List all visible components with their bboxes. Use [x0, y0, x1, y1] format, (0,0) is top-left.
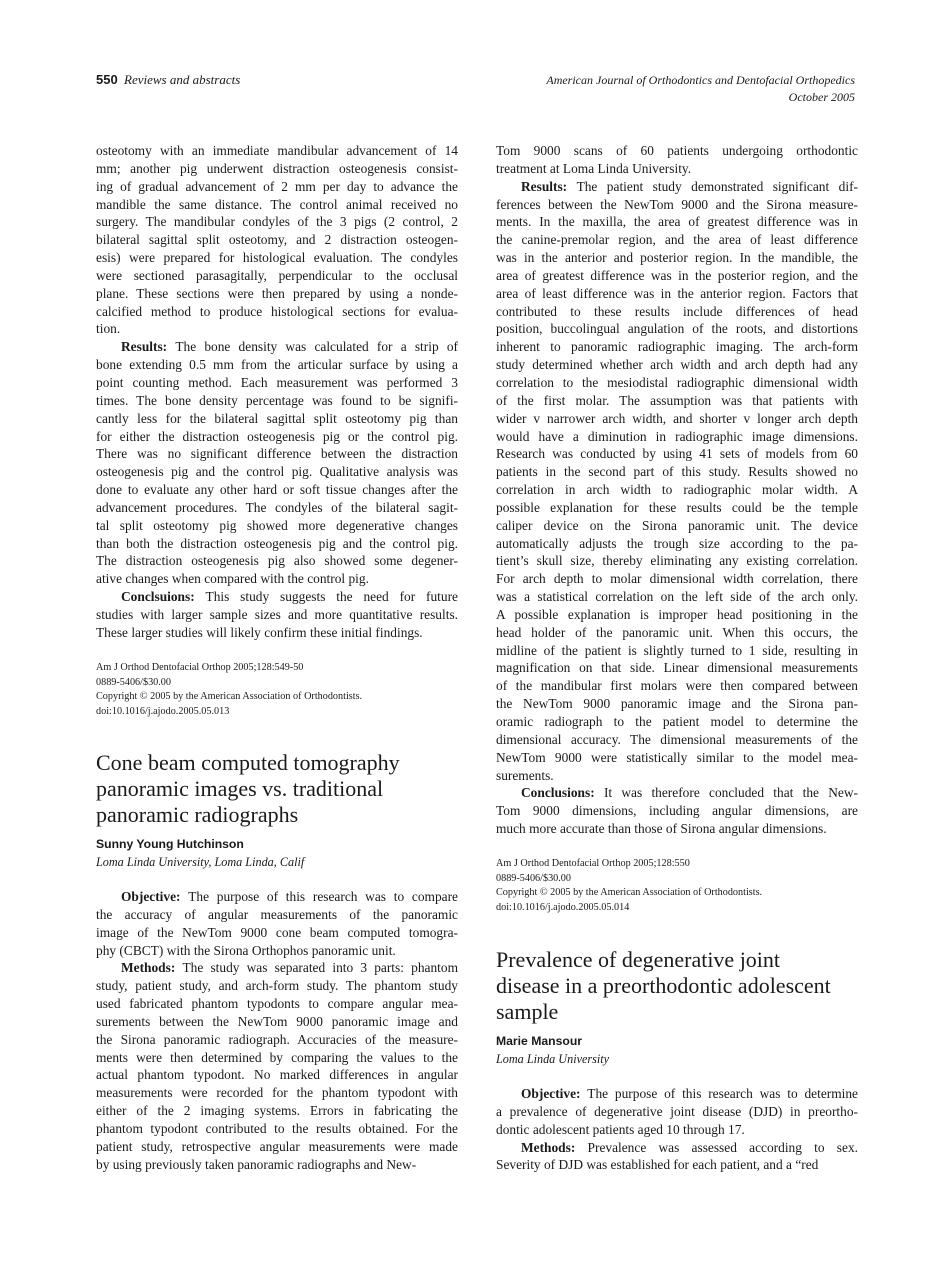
text-line: Methods: Prevalence was assessed according to sex.: [521, 1139, 858, 1155]
citation-line: Copyright © 2005 by the American Association of Orthodontists.: [96, 691, 363, 702]
text-line: area of greatest difference was in the posterior region, and the: [496, 267, 858, 283]
text-line: Methods: The study was separated into 3 parts: phantom: [121, 960, 458, 976]
text-line: correlation to the mesiodistal radiographic dimensional width: [496, 374, 858, 390]
text-line: image of the NewTom 9000 cone beam computed tomogra-: [96, 924, 458, 940]
text-line: advancement procedures. The condyles of the bilateral sagit-: [96, 499, 458, 515]
text-line: study, patient study, and arch-form study. The phantom study: [96, 978, 458, 994]
title-line: disease in a preorthodontic adolescent: [496, 973, 831, 998]
text-line: surgery. The mandibular condyles of the 3 pigs (2 control, 2: [96, 214, 458, 230]
citation-line: Am J Orthod Dentofacial Orthop 2005;128:549-50: [96, 662, 304, 673]
author-affiliation: Loma Linda University: [496, 1052, 610, 1066]
objective-paragraph: [96, 888, 458, 959]
text-line: The distraction osteogenesis pig also showed some degener-: [96, 553, 458, 569]
doi-link[interactable]: doi:10.1016/j.ajodo.2005.05.014: [496, 901, 630, 913]
text-line: There was no significant difference between the distraction: [96, 446, 458, 462]
text-line: ments. In the maxilla, the area of greatest difference was in: [496, 214, 858, 230]
text-line: a prevalence of degenerative joint disease (DJD) in preortho-: [496, 1103, 858, 1119]
text-line: patients in the second part of this study. Results showed no: [496, 464, 858, 480]
text-line: the accuracy of angular measurements of the panoramic: [96, 906, 458, 922]
text-line: midline of the patient is slightly turned to 1 side, resulting in: [496, 642, 858, 658]
text-line: For arch depth to molar dimensional width correlation, there: [496, 571, 858, 587]
text-line: automatically adjusts the trough size according to the pa-: [496, 535, 858, 551]
text-line: ing of gradual advancement of 2 mm per day to advance the: [96, 178, 458, 194]
text-line: point counting method. Each measurement was performed 3: [96, 374, 458, 390]
article-title: [496, 947, 858, 1025]
text-line: caliper device on the Sirona panoramic unit. The device: [496, 517, 858, 533]
text-line: of the first molar. The assumption was that patients with: [496, 392, 858, 408]
text-line: Objective: The purpose of this research was to determine: [521, 1086, 858, 1101]
text-line: surements between the NewTom 9000 panoramic image and: [96, 1013, 458, 1029]
text-line: phy (CBCT) with the Sirona Orthophos panoramic unit.: [96, 942, 396, 958]
journal-title: American Journal of Orthodontics and Dentofacial Orthopedics: [546, 73, 855, 87]
text-line: Objective: The purpose of this research was to compare: [121, 889, 458, 904]
results-paragraph: [96, 338, 458, 588]
doi-link[interactable]: doi:10.1016/j.ajodo.2005.05.013: [96, 705, 230, 717]
text-line: used fabricated phantom typodonts to compare angular mea-: [96, 996, 458, 1012]
text-line: tion.: [96, 321, 121, 337]
text-line: by using previously taken panoramic radiographs and New-: [96, 1156, 417, 1172]
section-label: Conclusions:: [521, 785, 604, 801]
conclusions-paragraph: [96, 588, 458, 642]
text-line: much more accurate than those of Sirona angular dimensions.: [496, 821, 827, 837]
title-line: panoramic radiographs: [96, 802, 299, 827]
text-line: bone extending 0.5 mm from the articular surface by using a: [96, 357, 458, 373]
section-label: Objective:: [521, 1086, 588, 1101]
section-name: Reviews and abstracts: [124, 72, 241, 87]
text-line: A possible explanation is improper head positioning in the: [496, 606, 858, 622]
objective-paragraph: [496, 1085, 858, 1139]
section-label: Results:: [121, 339, 176, 355]
text-line: was a statistical correlation on the left side of the arch only.: [496, 589, 858, 605]
section-label: Results:: [521, 178, 577, 194]
text-line: plane. These sections were then prepared by using a nonde-: [96, 285, 458, 301]
text-line: either of the 2 imaging systems. Errors in fabricating the: [96, 1103, 458, 1119]
text-line: Results: The patient study demonstrated significant dif-: [521, 178, 858, 194]
text-line: contributed to these results include differences of head: [496, 303, 858, 319]
text-line: wider v narrower arch width, and shorter v longer arch depth: [496, 410, 858, 426]
methods-paragraph: [496, 1139, 858, 1175]
author-affiliation: Loma Linda University, Loma Linda, Calif: [96, 855, 305, 869]
text-line: times. The bone density percentage was found to be signifi-: [96, 392, 458, 408]
text-line: was in the anterior and posterior region. In the mandible, the: [496, 250, 858, 266]
text-line: Research was conducted by using 41 sets of models from 60: [496, 446, 858, 462]
citation-block-2: [496, 857, 858, 915]
article-body-2: [496, 1085, 858, 1174]
text-line: area of least difference was in the anterior region. Factors that: [496, 285, 858, 301]
text-line: osteotomy with an immediate mandibular advancement of 14: [96, 143, 458, 158]
text-line: Results: The bone density was calculated for a strip of: [121, 339, 458, 355]
text-line: than both the distraction osteogenesis pig and the control pig.: [96, 535, 458, 551]
article-header-1: [96, 750, 458, 870]
text-line: dimensional accuracy. The dimensional measurements of the: [496, 731, 858, 747]
citation-line: Copyright © 2005 by the American Association of Orthodontists.: [496, 887, 763, 898]
title-line: panoramic images vs. traditional: [96, 776, 384, 801]
text-line: inherent to panoramic radiographic imaging. The arch-form: [496, 339, 858, 355]
text-line: NewTom 9000 were statistically similar to the model mea-: [496, 749, 858, 765]
issue-date: October 2005: [788, 90, 855, 104]
text-line: actual phantom typodont. No marked differences in angular: [96, 1067, 458, 1083]
text-line: phantom typodont contributed to the results obtained. For the: [96, 1120, 458, 1136]
continued-paragraph: [96, 142, 458, 338]
methods-paragraph: [96, 959, 458, 1173]
text-line: cantly less for the bilateral sagittal split osteotomy pig than: [96, 410, 458, 426]
text-line: These larger studies will likely confirm these initial findings.: [96, 624, 423, 640]
citation-block-1: [96, 661, 458, 719]
text-line: mandible the same distance. The control animal received no: [96, 196, 458, 212]
text-line: dontic adolescent patients aged 10 through 17.: [496, 1121, 745, 1137]
text-line: ferences between the NewTom 9000 and the Sirona measure-: [496, 196, 858, 212]
author-name: Marie Mansour: [496, 1034, 583, 1048]
text-line: study determined whether arch width and arch depth had any: [496, 357, 858, 373]
methods-continued-paragraph: [496, 142, 858, 178]
text-line: the Sirona panoramic radiograph. Accuracies of the measure-: [96, 1031, 458, 1047]
section-label: Objective:: [121, 889, 189, 904]
text-line: studies with larger sample sizes and more quantitative results.: [96, 606, 458, 622]
text-line: Tom 9000 dimensions, including angular dimensions, are: [496, 803, 858, 819]
text-line: possible explanation for these results could be the temple: [496, 499, 858, 515]
text-line: treatment at Loma Linda University.: [496, 160, 692, 176]
text-line: surements.: [496, 767, 554, 783]
text-line: patient study, retrospective angular measurements were made: [96, 1138, 458, 1154]
text-line: Severity of DJD was established for each patient, and a “red: [496, 1157, 819, 1173]
text-line: position, buccolingual angulation of the roots, and distortions: [496, 321, 858, 337]
text-line: mm; another pig underwent distraction osteogenesis consist-: [96, 160, 458, 176]
conclusions-paragraph: [496, 784, 858, 838]
title-line: sample: [496, 999, 559, 1024]
text-line: osteogenesis pig and the control pig. Qualitative analysis was: [96, 464, 458, 480]
citation-line: Am J Orthod Dentofacial Orthop 2005;128:550: [496, 858, 690, 869]
left-column: [96, 142, 458, 642]
text-line: tal split osteotomy pig showed more degenerative changes: [96, 517, 458, 533]
text-line: for either the distraction osteogenesis pig or the control pig.: [96, 428, 458, 444]
text-line: ments were then determined by comparing the values to the: [96, 1049, 458, 1065]
article-body-1: [96, 888, 458, 1174]
text-line: esis) were prepared for histological evaluation. The condyles: [96, 250, 458, 266]
text-line: head holder of the panoramic unit. When this occurs, the: [496, 624, 858, 640]
text-line: tient’s skull size, thereby eliminating any existing correlation.: [496, 553, 858, 569]
title-line: Prevalence of degenerative joint: [496, 947, 781, 972]
section-label: Methods:: [521, 1139, 588, 1155]
text-line: calcified method to produce histological sections for evalua-: [96, 303, 458, 319]
text-line: the NewTom 9000 panoramic image and the Sirona pan-: [496, 696, 858, 712]
text-line: done to evaluate any other hard or soft tissue changes after the: [96, 482, 458, 498]
text-line: magnification on that side. Linear dimensional measurements: [496, 660, 858, 676]
text-line: measurements were recorded for the phantom typodont with: [96, 1085, 458, 1101]
text-line: correlation in arch width to radiographic molar width. A: [496, 482, 858, 498]
results-paragraph: [496, 178, 858, 785]
right-column: [496, 142, 858, 838]
text-line: would have a diminution in radiographic image dimensions.: [496, 428, 858, 444]
text-line: the canine-premolar region, and the area of least difference: [496, 232, 858, 248]
title-line: Cone beam computed tomography: [96, 750, 400, 775]
author-name: Sunny Young Hutchinson: [96, 837, 244, 851]
text-line: ative changes when compared with the control pig.: [96, 571, 369, 587]
text-line: Tom 9000 scans of 60 patients undergoing orthodontic: [496, 143, 858, 158]
citation-line: 0889-5406/$30.00: [496, 872, 571, 884]
section-label: Methods:: [121, 960, 183, 976]
journal-info: [546, 72, 855, 106]
article-title: [96, 750, 458, 828]
article-header-2: [496, 947, 858, 1067]
citation-line: 0889-5406/$30.00: [96, 676, 171, 688]
text-line: oramic radiograph to the patient model to determine the: [496, 714, 858, 729]
text-line: Conclusions: It was therefore concluded that the New-: [521, 785, 858, 801]
text-line: of the mandibular first molars were then compared between: [496, 678, 858, 694]
section-label: Conclsuions:: [121, 589, 206, 605]
text-line: bilateral sagittal split osteotomy, and 2 distraction osteogen-: [96, 232, 458, 248]
page-number: 550: [96, 72, 118, 87]
text-line: were sectioned parasagitally, perpendicular to the occlusal: [96, 267, 458, 283]
text-line: Conclsuions: This study suggests the need for future: [121, 589, 458, 605]
